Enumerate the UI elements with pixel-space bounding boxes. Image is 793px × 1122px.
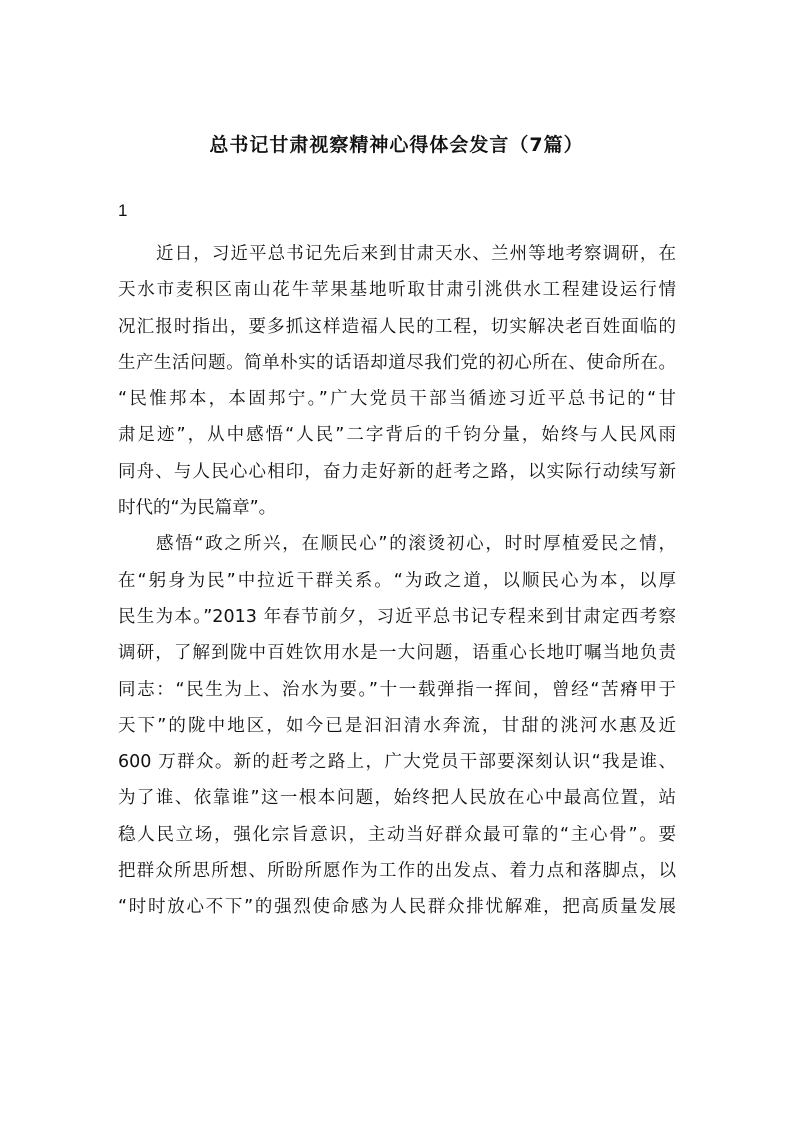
text-line: 况汇报时指出，要多抓这样造福人民的工程，切实解决老百姓面临的: [118, 316, 676, 337]
paragraph: [118, 236, 676, 526]
document-body: [118, 236, 676, 926]
text-line: 民生为本。”2013 年春节前夕，习近平总书记专程来到甘肃定西考察: [118, 606, 676, 627]
text-line: 天下”的陇中地区，如今已是汩汩清水奔流，甘甜的洮河水惠及近: [118, 715, 676, 736]
paragraph: [118, 526, 676, 925]
text-line: 同志：“民生为上、治水为要。”十一载弹指一挥间，曾经“苦瘠甲于: [118, 679, 676, 700]
text-line: “民惟邦本，本固邦宁。”广大党员干部当循迹习近平总书记的“甘: [118, 389, 676, 410]
document-title: 总书记甘肃视察精神心得体会发言（7篇）: [209, 134, 584, 156]
text-line: 600 万群众。新的赶考之路上，广大党员干部要深刻认识“我是谁、: [118, 752, 676, 773]
text-line: 天水市麦积区南山花牛苹果基地听取甘肃引洮供水工程建设运行情: [118, 280, 676, 301]
text-line: 把群众所思所想、所盼所愿作为工作的出发点、着力点和落脚点，以: [118, 861, 676, 882]
text-line: 时代的“为民篇章”。: [118, 498, 277, 519]
text-line: 为了谁、依靠谁”这一根本问题，始终把人民放在心中最高位置，站: [118, 788, 676, 809]
text-line: 调研，了解到陇中百姓饮用水是一大问题，语重心长地叮嘱当地负责: [118, 643, 676, 664]
section-number: 1: [118, 201, 128, 220]
text-line: 肃足迹”，从中感悟“人民”二字背后的千钧分量，始终与人民风雨: [118, 425, 676, 446]
text-line: 同舟、与人民心心相印，奋力走好新的赶考之路，以实际行动续写新: [118, 461, 676, 482]
text-line: 感悟“政之所兴，在顺民心”的滚烫初心，时时厚植爱民之情，: [156, 534, 676, 555]
text-line: 在“躬身为民”中拉近干群关系。“为政之道，以顺民心为本，以厚: [118, 570, 676, 591]
text-line: 近日，习近平总书记先后来到甘肃天水、兰州等地考察调研，在: [156, 244, 676, 264]
text-line: 稳人民立场，强化宗旨意识，主动当好群众最可靠的“主心骨”。要: [118, 824, 676, 845]
text-line: 生产生活问题。简单朴实的话语却道尽我们党的初心所在、使命所在。: [118, 352, 676, 373]
text-line: “时时放心不下”的强烈使命感为人民群众排忧解难，把高质量发展: [118, 897, 676, 918]
